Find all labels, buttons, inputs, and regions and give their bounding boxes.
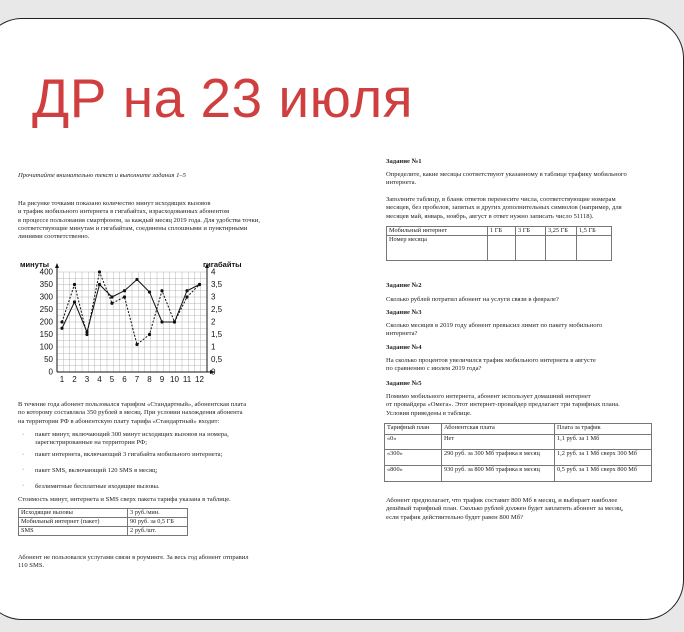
x-tick-label: 10 — [170, 375, 179, 384]
table-cell: SMS — [19, 527, 128, 536]
answer-cell[interactable] — [546, 236, 577, 261]
x-tick-label: 9 — [159, 375, 165, 384]
table-cell: 0,5 руб. за 1 Мб сверх 800 Мб — [555, 466, 652, 482]
table-cell: 3 ГБ — [516, 227, 546, 236]
answer-cell[interactable] — [488, 236, 516, 261]
y-left-tick-label: 400 — [39, 267, 53, 277]
table-cell: Мобильный интернет — [387, 227, 488, 236]
table-cell: Номер месяца — [387, 236, 488, 261]
y-left-tick-label: 350 — [39, 280, 53, 290]
y-left-tick-label: 100 — [39, 342, 53, 352]
table-cell: 930 руб. за 800 Мб трафика в месяц — [442, 466, 555, 482]
y-left-tick-label: 0 — [48, 367, 53, 377]
y-left-tick-label: 200 — [39, 317, 53, 327]
gigabytes-point — [173, 320, 176, 323]
minutes-point — [148, 290, 151, 293]
table-row — [385, 424, 652, 435]
table-row — [19, 509, 188, 518]
table-cell: «0» — [385, 435, 442, 450]
task2-text: Сколько рублей потратил абонент на услуги связи в феврале? — [386, 296, 559, 303]
table-cell: Нет — [442, 435, 555, 450]
gigabytes-point — [148, 333, 151, 336]
table-cell: 1,1 руб. за 1 Мб — [555, 435, 652, 450]
table-cell: «800» — [385, 466, 442, 482]
chart-axes — [55, 263, 215, 374]
bullet-item: пакет интернета, включающий 3 гигабайта мобильного интернета; — [35, 451, 223, 458]
y-right-tick-label: 3 — [211, 292, 216, 302]
y-axis-right-label: гигабайты — [203, 260, 242, 269]
gigabytes-point — [160, 289, 163, 292]
y-right-tick-label: 1,5 — [211, 330, 223, 340]
footer-text: Абонент не пользовался услугами связи в роуминге. За весь год абонент отправил 110 SMS. — [18, 554, 249, 570]
table-cell: 2 руб./шт. — [128, 527, 188, 536]
y-right-tick-label: 2 — [211, 317, 216, 327]
task1-text: Определите, какие месяцы соответствуют указанному в таблице трафику мобильного интернета. — [386, 171, 627, 187]
bullet-dot: · — [22, 466, 25, 473]
x-tick-label: 1 — [59, 375, 65, 384]
table-row — [387, 236, 612, 261]
provider-table — [384, 423, 652, 482]
minutes-gigabytes-chart — [17, 258, 242, 386]
minutes-point — [98, 283, 101, 286]
y-left-tick-label: 150 — [39, 330, 53, 340]
task5-final-text: Абонент предполагает, что трафик составит 800 Мб в месяц, и выбирает наиболее дешёвый тарифный план. Сколько рублей должен будет заплатить абонент за месяц, если трафик действительно будет равен 800 Мб? — [386, 497, 624, 521]
gigabytes-point — [85, 333, 88, 336]
bullet-dot: · — [22, 431, 25, 438]
y-right-tick-label: 0 — [211, 367, 216, 377]
table-row — [387, 227, 612, 236]
table-cell: Мобильный интернет (пакет) — [19, 518, 128, 527]
bullet-item: безлимитные бесплатные входящие вызовы. — [35, 483, 160, 490]
minutes-point — [160, 320, 163, 323]
table-cell: 290 руб. за 300 Мб трафика в месяц — [442, 450, 555, 466]
x-tick-label: 2 — [72, 375, 77, 384]
y-axis-arrow — [55, 263, 59, 268]
bullet-item: пакет минут, включающий 300 минут исходящих вызовов на номера, зарегистрированные на территории РФ; — [35, 431, 229, 447]
task4-text: На сколько процентов увеличился трафик мобильного интернета в августе по сравнению с июлем 2019 года? — [386, 357, 596, 373]
y-right-tick-label: 4 — [211, 267, 216, 277]
gigabytes-point — [198, 283, 201, 286]
minutes-point — [73, 300, 76, 303]
task4-title: Задание №4 — [386, 344, 422, 351]
minutes-line — [62, 280, 200, 333]
chart-grid — [57, 272, 207, 372]
gigabytes-point — [73, 283, 76, 286]
bullet-dot: · — [22, 482, 25, 489]
minutes-point — [60, 327, 63, 330]
minutes-point — [135, 278, 138, 281]
y-left-tick-label: 300 — [39, 292, 53, 302]
x-tick-label: 11 — [182, 375, 192, 384]
table-cell: «300» — [385, 450, 442, 466]
cost-table — [18, 508, 188, 536]
task1-note: Заполните таблицу, в бланк ответов перенесите числа, соответствующие номерам месяцев, без пробелов, запятых и других дополнительных символов (например, для месяцев май, январь, ноябрь, август в ответ нужно записать число 51118). — [386, 196, 622, 220]
gigabytes-point — [110, 302, 113, 305]
y-right-tick-label: 0,5 — [211, 355, 223, 365]
y-left-tick-label: 250 — [39, 305, 53, 315]
task3-title: Задание №3 — [386, 309, 422, 316]
task3-text: Сколько месяцев в 2019 году абонент превысил лимит по пакету мобильного интернета? — [386, 322, 603, 338]
table-row — [385, 466, 652, 482]
gigabytes-point — [98, 270, 101, 273]
table-row — [19, 518, 188, 527]
tariff-description: В течение года абонент пользовался тарифом «Стандартный», абонентская плата по которому составляла 350 рублей в месяц. При условии нахождения абонента на территории РФ в абонентскую плату тарифа «Стандартный» входит: — [18, 401, 247, 425]
task5-text: Помимо мобильного интернета, абонент использует домашний интернет от провайдера «Омега». Этот интернет-провайдер предлагает три тарифных плана. Условия приведены в таблице. — [386, 393, 620, 417]
minutes-point — [185, 289, 188, 292]
x-tick-label: 12 — [195, 375, 204, 384]
table-row — [385, 435, 652, 450]
x-tick-label: 8 — [147, 375, 152, 384]
minutes-point — [123, 289, 126, 292]
y-right-tick-label: 3,5 — [211, 280, 223, 290]
table-cell: 3 руб./мин. — [128, 509, 188, 518]
task5-title: Задание №5 — [386, 380, 422, 387]
table-cell: Тарифный план — [385, 424, 442, 435]
table-cell: 90 руб. за 0,5 ГБ — [128, 518, 188, 527]
gigabytes-point — [135, 343, 138, 346]
bullet-item: пакет SMS, включающий 120 SMS в месяц; — [35, 467, 158, 474]
intro-text: Прочитайте внимательно текст и выполните задания 1–5 — [18, 172, 186, 179]
table-cell: Плата за трафик — [555, 424, 652, 435]
x-tick-label: 7 — [134, 375, 140, 384]
answer-cell[interactable] — [577, 236, 612, 261]
minutes-point — [110, 295, 113, 298]
x-tick-label: 4 — [97, 375, 102, 384]
y-right-tick-label: 1 — [211, 342, 216, 352]
traffic-table — [386, 226, 612, 261]
x-tick-label: 3 — [84, 375, 90, 384]
table-cell: Абонентская плата — [442, 424, 555, 435]
table-row — [385, 450, 652, 466]
table-cell: Исходящие вызовы — [19, 509, 128, 518]
task1-title: Задание №1 — [386, 158, 422, 165]
table-cell: 3,25 ГБ — [546, 227, 577, 236]
x-tick-label: 6 — [122, 375, 127, 384]
answer-cell[interactable] — [516, 236, 546, 261]
chart-lines — [62, 272, 200, 345]
table-cell: 1 ГБ — [488, 227, 516, 236]
bullet-dot: · — [22, 451, 25, 458]
figure-description: На рисунке точками показано количество минут исходящих вызовов и трафик мобильного интернета в гигабайтах, израсходованных абонентом в процессе пользования смартфоном, за каждый месяц 2019 года. Для удобства точки, соответствующие минутам и гигабайтам, соединены сплошными и пунктирными линиями соответственно. — [18, 200, 260, 241]
table-row — [19, 527, 188, 536]
gigabytes-line — [62, 272, 200, 345]
table-cell: 1,5 ГБ — [577, 227, 612, 236]
y-left-tick-label: 50 — [44, 355, 53, 365]
y-axis-left-label: минуты — [20, 260, 50, 269]
gigabytes-point — [60, 320, 63, 323]
x-tick-label: 5 — [109, 375, 115, 384]
task2-title: Задание №2 — [386, 282, 422, 289]
gigabytes-point — [123, 295, 126, 298]
gigabytes-point — [185, 295, 188, 298]
table-cell: 1,2 руб. за 1 Мб сверх 300 Мб — [555, 450, 652, 466]
y-right-tick-label: 2,5 — [211, 305, 223, 315]
cost-description: Стоимость минут, интернета и SMS сверх пакета тарифа указана в таблице. — [18, 496, 231, 503]
page-title: ДР на 23 июля — [32, 67, 414, 129]
